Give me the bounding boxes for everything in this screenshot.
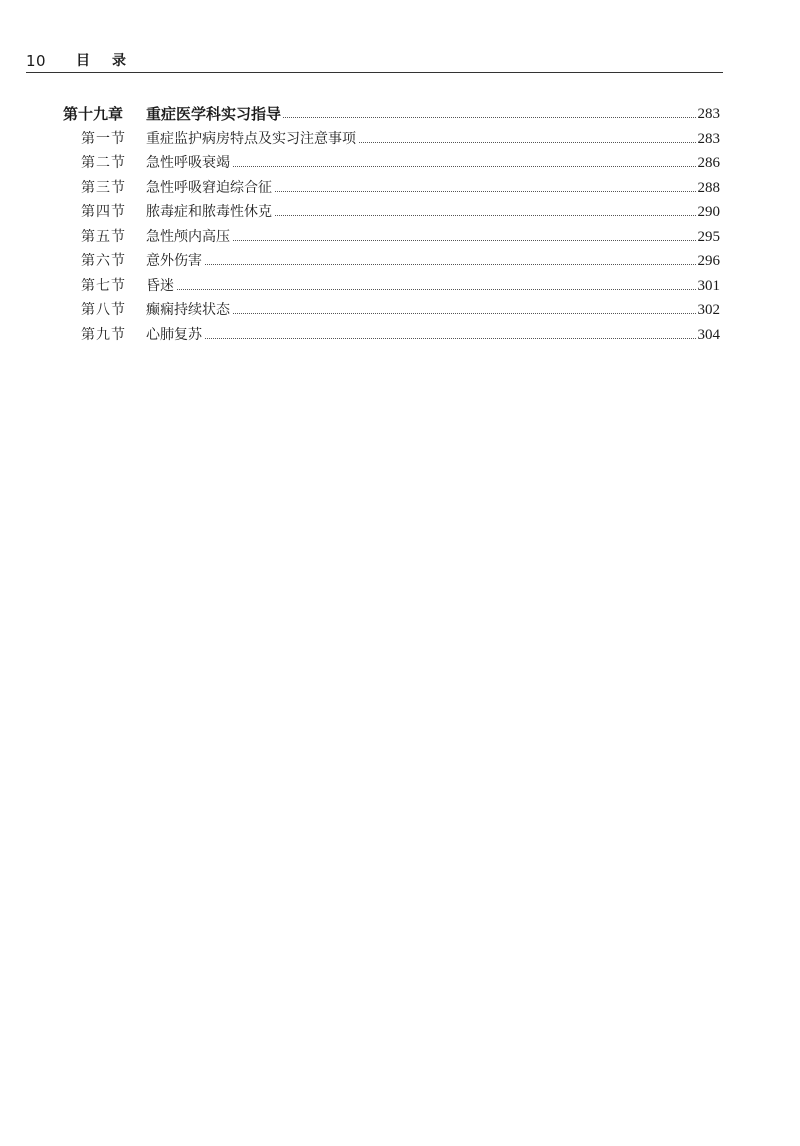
toc-dot-leader xyxy=(146,338,696,339)
toc-section-entry[interactable] xyxy=(0,177,800,199)
toc-section-label: 第三节 xyxy=(81,179,126,196)
running-title: 目录 xyxy=(76,53,148,69)
toc-page-number: 296 xyxy=(696,250,721,272)
toc-section-label: 第四节 xyxy=(81,204,126,220)
toc-chapter-entry[interactable] xyxy=(0,103,800,125)
page-header xyxy=(26,50,723,73)
toc-section-label: 第七节 xyxy=(81,277,126,294)
toc-page-number: 304 xyxy=(696,324,721,346)
toc-chapter-title: 重症医学科实习指导 xyxy=(146,105,282,123)
toc-section-label: 第八节 xyxy=(81,302,126,318)
toc-page-number: 283 xyxy=(696,128,721,150)
toc-page-number: 302 xyxy=(696,299,721,321)
toc-dot-leader xyxy=(146,264,696,265)
toc-section-label: 第一节 xyxy=(81,130,126,147)
toc-section-title: 急性颅内高压 xyxy=(146,226,232,248)
toc-section-title: 急性呼吸窘迫综合征 xyxy=(146,177,274,199)
toc-section-entry[interactable] xyxy=(0,152,800,174)
toc-section-entry[interactable] xyxy=(0,324,800,346)
toc-page-number: 290 xyxy=(696,201,721,223)
toc-section-label: 第九节 xyxy=(81,326,126,343)
toc-section-entry[interactable] xyxy=(0,275,800,297)
toc-section-title: 昏迷 xyxy=(146,275,176,297)
toc-section-entry[interactable] xyxy=(0,299,800,321)
toc-section-entry[interactable] xyxy=(0,128,800,150)
toc-section-title: 癫痫持续状态 xyxy=(146,299,232,321)
toc-section-title: 意外伤害 xyxy=(146,250,204,272)
toc-page-number: 295 xyxy=(696,226,721,248)
page-number: 10 xyxy=(26,52,47,70)
toc-page-number: 283 xyxy=(696,103,721,125)
toc-section-entry[interactable] xyxy=(0,201,800,223)
toc-section-entry[interactable] xyxy=(0,250,800,272)
toc-section-label: 第五节 xyxy=(81,228,126,245)
toc-section-title: 脓毒症和脓毒性休克 xyxy=(146,201,274,223)
toc-page-number: 301 xyxy=(696,275,721,297)
toc-section-entry[interactable] xyxy=(0,226,800,248)
toc-section-label: 第六节 xyxy=(81,253,126,269)
toc-page-number: 286 xyxy=(696,152,721,174)
toc-section-label: 第二节 xyxy=(81,155,126,171)
toc-section-title: 心肺复苏 xyxy=(146,324,204,346)
toc-section-title: 重症监护病房特点及实习注意事项 xyxy=(146,128,358,150)
toc-dot-leader xyxy=(146,289,696,290)
toc-section-title: 急性呼吸衰竭 xyxy=(146,152,232,174)
toc-chapter-label: 第十九章 xyxy=(63,105,124,123)
toc-page-number: 288 xyxy=(696,177,721,199)
